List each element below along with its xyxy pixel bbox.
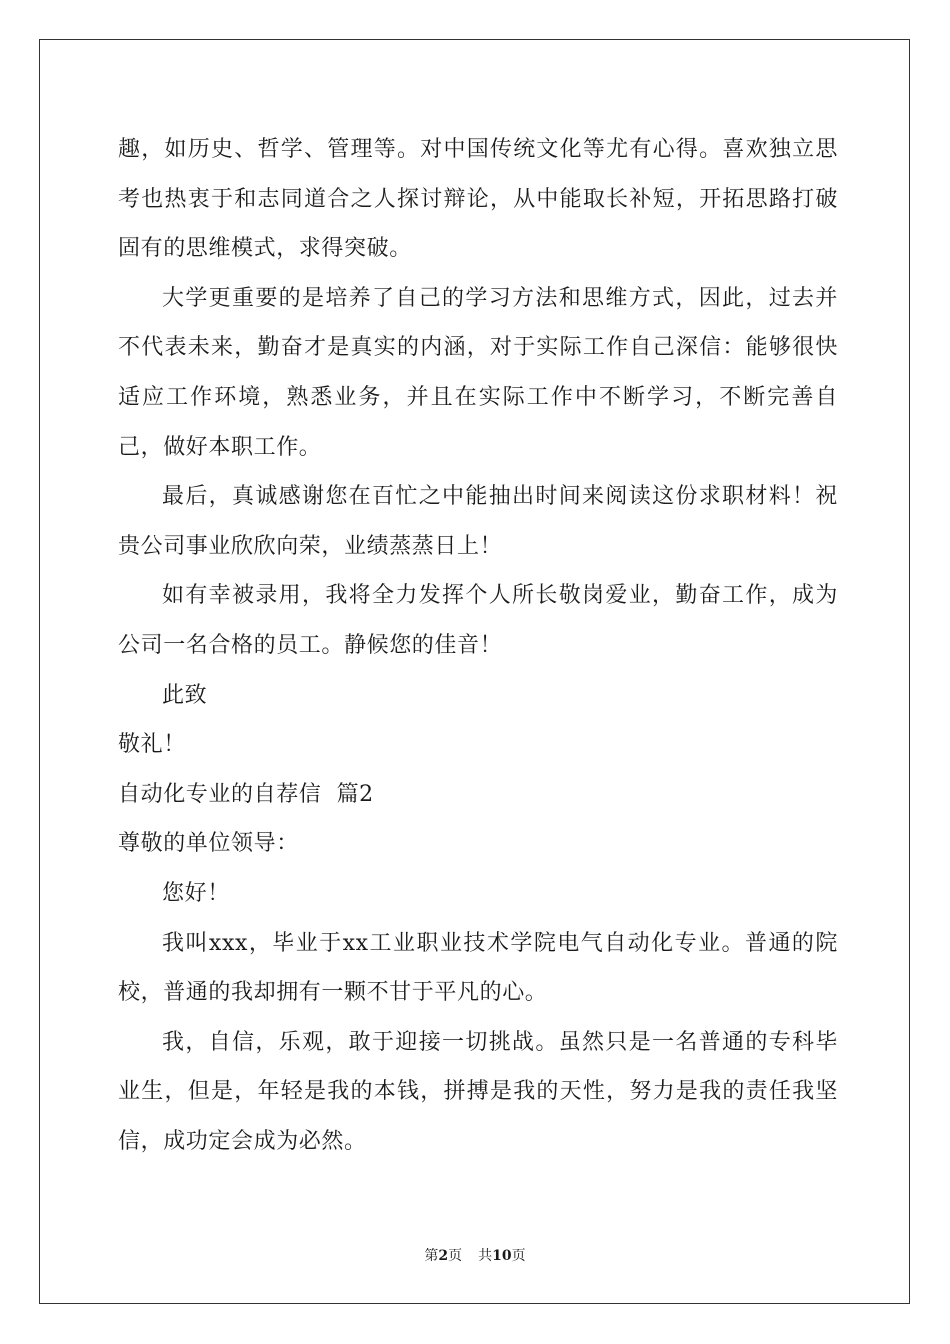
page-suffix: 页	[448, 1248, 463, 1264]
letter-addressee: 尊敬的单位领导：	[118, 831, 299, 857]
page-prefix: 第	[424, 1248, 439, 1264]
total-pages: 10	[492, 1248, 512, 1264]
paragraph-introduction: 我叫xxx，毕业于xx工业职业技术学院电气自动化专业。普通的院校，普通的我却拥有一颗不甘于平凡的心。	[118, 930, 838, 1006]
total-suffix: 页	[511, 1248, 526, 1264]
closing-regards: 敬礼！	[118, 732, 186, 758]
total-prefix: 共	[478, 1248, 493, 1264]
paragraph-hire-request: 如有幸被录用，我将全力发挥个人所长敬岗爱业，勤奋工作，成为公司一名合格的员工。静候您的佳音！	[118, 583, 838, 658]
page-footer	[0, 1245, 950, 1265]
letter-greeting: 您好！	[162, 880, 230, 906]
document-body	[118, 125, 838, 1166]
page-number: 2	[438, 1248, 449, 1264]
section-heading: 自动化专业的自荐信 篇2	[118, 781, 374, 807]
paragraph-thanks: 最后，真诚感谢您在百忙之中能抽出时间来阅读这份求职材料！祝贵公司事业欣欣向荣，业绩蒸蒸日上！	[118, 484, 838, 559]
closing-salutation: 此致	[162, 682, 208, 708]
paragraph-study-methods: 大学更重要的是培养了自己的学习方法和思维方式，因此，过去并不代表未来，勤奋才是真实的内涵，对于实际工作自己深信：能够很快适应工作环境，熟悉业务，并且在实际工作中不断学习，不断完善自己，做好本职工作。	[118, 285, 838, 460]
paragraph-self-confidence: 我，自信，乐观，敢于迎接一切挑战。虽然只是一名普通的专科毕业生，但是，年轻是我的本钱，拼搏是我的天性，努力是我的责任我坚信，成功定会成为必然。	[118, 1029, 838, 1154]
paragraph-interests: 趣，如历史、哲学、管理等。对中国传统文化等尤有心得。喜欢独立思考也热衷于和志同道合之人探讨辩论，从中能取长补短，开拓思路打破固有的思维模式，求得突破。	[118, 137, 838, 262]
